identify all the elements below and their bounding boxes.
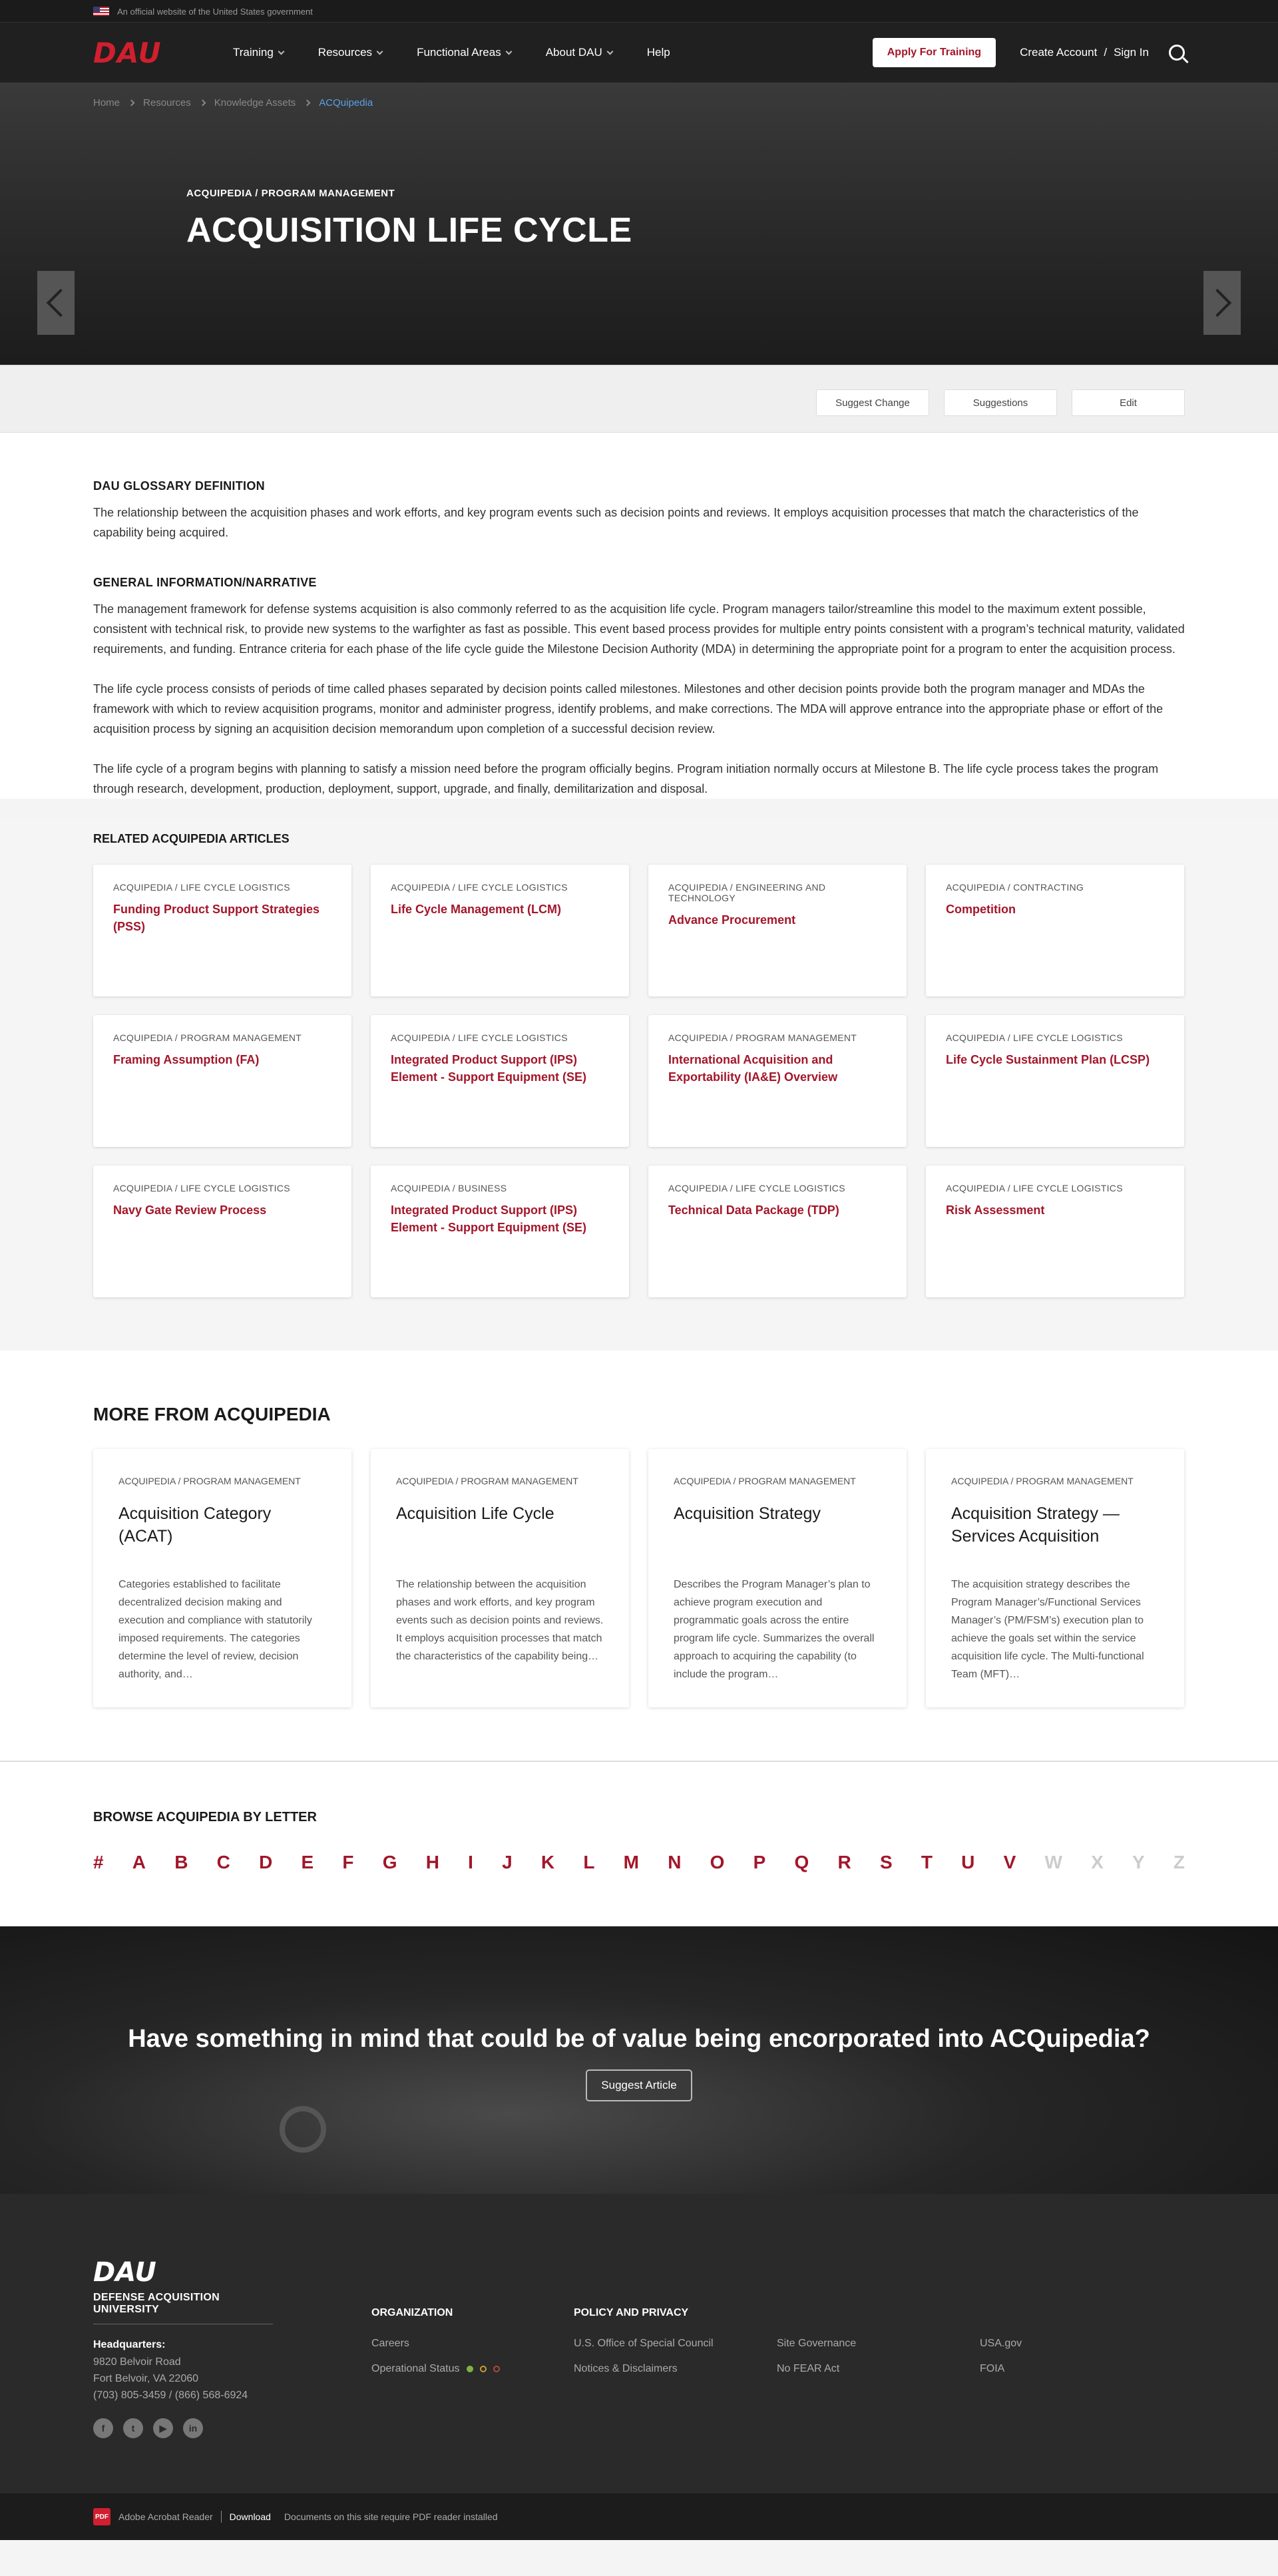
footer-org-heading: ORGANIZATION [371,2307,453,2318]
acrobat-reader-label: Adobe Acrobat Reader [118,2511,213,2522]
letter-link-k[interactable]: K [540,1852,555,1872]
sign-in-link[interactable]: Sign In [1114,46,1149,59]
letter-link-y: Y [1132,1852,1145,1872]
nav-help[interactable]: Help [646,46,670,59]
hero-eyebrow: ACQUIPEDIA / PROGRAM MANAGEMENT [186,188,395,199]
card-category: ACQUIPEDIA / ENGINEERING AND TECHNOLOGY [668,882,826,903]
footer-address-line: Fort Belvoir, VA 22060 [93,2373,199,2384]
card-category: ACQUIPEDIA / PROGRAM MANAGEMENT [118,1476,301,1486]
breadcrumb-resources[interactable]: Resources [143,97,191,108]
card-category: ACQUIPEDIA / CONTRACTING [946,882,1084,893]
card-title[interactable]: Advance Procurement [668,913,796,927]
footer-link-usa-gov[interactable]: USA.gov [980,2338,1022,2349]
glossary-heading: DAU GLOSSARY DEFINITION [93,479,265,493]
general-paragraph: The life cycle of a program begins with planning to satisfy a mission need before the program officially begins. Program initiation normally occurs at Milestone B. The life cycle process takes the program through research, development, production, deployment, support, upgrade, and finally, demilitarization and disposal. [93,762,1159,795]
footer-contact [93,2257,371,2438]
card-title[interactable]: Life Cycle Sustainment Plan (LCSP) [946,1053,1150,1066]
pdf-reader-bar [0,2493,1278,2540]
letter-link-g[interactable]: G [382,1852,397,1872]
related-card[interactable] [648,1166,907,1297]
pdf-icon: PDF [93,2508,110,2525]
letter-link-o[interactable]: O [710,1852,725,1872]
letter-link-t[interactable]: T [921,1852,933,1872]
site-footer [0,2194,1278,2493]
gov-banner-text: An official website of the United States government [117,6,313,17]
related-card[interactable] [648,865,907,996]
footer-phone: (703) 805-3459 / (866) 568-6924 [93,2390,248,2401]
letter-link-d[interactable]: D [259,1852,273,1872]
divider [221,2511,222,2523]
card-title[interactable]: Framing Assumption (FA) [113,1053,260,1066]
letter-list [93,1852,1185,1873]
youtube-icon[interactable]: ▶ [153,2418,173,2438]
glossary-text: The relationship between the acquisition phases and work efforts, and key program events such as decision points and reviews. It employs acquisition processes that match the characteristics of the capability being acquired. [93,506,1139,539]
general-heading: GENERAL INFORMATION/NARRATIVE [93,576,317,589]
card-description: Describes the Program Manager’s plan to achieve program execution and programmatic goals across the entire program life cycle. Summarizes the overall approach to acquiring the capability (to include the program… [674,1579,875,1680]
nav-training[interactable]: Training [233,46,284,59]
facebook-icon[interactable]: f [93,2418,113,2438]
gov-banner [0,0,1278,23]
glossary-section [93,479,1185,542]
more-card[interactable] [371,1449,629,1707]
card-category: ACQUIPEDIA / LIFE CYCLE LOGISTICS [668,1183,845,1193]
letter-link-q[interactable]: Q [794,1852,809,1872]
card-category: ACQUIPEDIA / LIFE CYCLE LOGISTICS [946,1032,1123,1043]
arrow-left-icon [47,289,75,317]
related-card[interactable] [371,1015,629,1147]
footer-link-foia[interactable]: FOIA [980,2363,1005,2374]
card-description: The acquisition strategy describes the Program Manager’s/Functional Services Manager’s (PM/FSM’s) execution plan to achieve the goals set within the service acquisition life cycle. The Multi-functional Team (MFT)… [951,1579,1144,1680]
footer-link-site-governance[interactable]: Site Governance [777,2338,857,2349]
footer-logo[interactable]: DAU [93,2257,156,2288]
footer-university-name: DEFENSE ACQUISITION UNIVERSITY [93,2292,273,2324]
card-category: ACQUIPEDIA / BUSINESS [391,1183,507,1193]
main-nav [233,46,873,59]
footer-link-no-fear-act[interactable]: No FEAR Act [777,2363,840,2374]
general-paragraph: The management framework for defense systems acquisition is also commonly referred to as the acquisition life cycle. Program managers tailor/streamline this model to the maximum extent possible, consistent with technical risk, to provide new systems to the warfighter as fast as possible. This event based process provides for multiple entry points consistent with a program’s technical maturity, validated requirements, and funding. Entrance criteria for each phase of the life cycle guide the Milestone Decision Authority (MDA) in determining the appropriate point for a program to enter the acquisition process. [93,602,1185,656]
letter-link-s[interactable]: S [879,1852,893,1872]
card-title[interactable]: Acquisition Strategy [674,1504,821,1523]
card-title[interactable]: International Acquisition and Exportability (IA&E) Overview [668,1053,838,1084]
more-heading: MORE FROM ACQUIPEDIA [93,1404,331,1424]
edit-button[interactable]: Edit [1072,389,1185,416]
letter-link-p[interactable]: P [753,1852,766,1872]
more-card[interactable] [926,1449,1184,1707]
letter-link-h[interactable]: H [425,1852,439,1872]
letter-link-z: Z [1173,1852,1185,1872]
letter-link-v[interactable]: V [1003,1852,1016,1872]
card-title[interactable]: Funding Product Support Strategies (PSS) [113,903,320,933]
cta-title: Have something in mind that could be of value being encorporated into ACQuipedia? [128,2025,1150,2053]
suggest-change-button[interactable]: Suggest Change [816,389,929,416]
status-green-icon [467,2366,473,2372]
nav-resources[interactable]: Resources [318,46,382,59]
related-card[interactable] [926,1166,1184,1297]
letter-link-hash[interactable]: # [93,1852,104,1872]
page-title: ACQUISITION LIFE CYCLE [186,211,632,250]
more-from-section [0,1351,1278,1762]
footer-policy-heading: POLICY AND PRIVACY [574,2307,689,2318]
background-decor [280,2106,326,2153]
card-category: ACQUIPEDIA / LIFE CYCLE LOGISTICS [391,882,568,893]
card-category: ACQUIPEDIA / LIFE CYCLE LOGISTICS [946,1183,1123,1193]
related-card[interactable] [93,1015,351,1147]
download-link[interactable]: Download [229,2511,271,2522]
action-bar [0,365,1278,433]
chevron-right-icon [128,100,135,107]
card-title[interactable]: Integrated Product Support (IPS) Element - Support Equipment (SE) [391,1203,587,1234]
letter-link-r[interactable]: R [837,1852,851,1872]
related-articles-section [0,819,1278,1351]
footer-hq-label: Headquarters: [93,2339,166,2350]
letter-link-x: X [1091,1852,1104,1872]
footer-link-operational-status[interactable]: Operational Status [371,2363,574,2375]
chevron-down-icon [606,48,613,55]
browse-heading: BROWSE ACQUIPEDIA BY LETTER [93,1810,317,1825]
card-description: The relationship between the acquisition phases and work efforts, and key program events such as decision points and reviews. It employs acquisition processes that match the characteristics of the capability being… [396,1579,604,1662]
card-title[interactable]: Acquisition Strategy — Services Acquisition [951,1504,1120,1546]
breadcrumb [93,83,1185,108]
letter-link-u[interactable]: U [961,1852,975,1872]
general-section [93,576,1185,799]
hero-next-button[interactable] [1203,271,1241,335]
arrow-right-icon [1203,289,1231,317]
card-title[interactable]: Integrated Product Support (IPS) Element - Support Equipment (SE) [391,1053,587,1084]
account-separator: / [1104,46,1108,59]
chevron-down-icon [278,48,284,55]
letter-link-c[interactable]: C [216,1852,230,1872]
linkedin-icon[interactable]: in [183,2418,203,2438]
card-category: ACQUIPEDIA / LIFE CYCLE LOGISTICS [113,882,290,893]
suggestions-button[interactable]: Suggestions [944,389,1057,416]
status-red-icon [493,2366,500,2372]
browse-by-letter-section [0,1762,1278,1926]
card-title[interactable]: Navy Gate Review Process [113,1203,267,1217]
twitter-icon[interactable]: t [123,2418,143,2438]
nav-functional-areas[interactable]: Functional Areas [417,46,511,59]
related-card[interactable] [926,865,1184,996]
us-flag-icon [93,7,109,16]
related-card-grid [93,865,1185,1297]
card-title[interactable]: Technical Data Package (TDP) [668,1203,839,1217]
letter-link-n[interactable]: N [668,1852,682,1872]
footer-address-line: 9820 Belvoir Road [93,2356,181,2368]
footer-organization [371,2257,574,2438]
card-category: ACQUIPEDIA / PROGRAM MANAGEMENT [668,1032,857,1043]
footer-link-osc[interactable]: U.S. Office of Special Council [574,2338,714,2349]
related-card[interactable] [93,865,351,996]
card-category: ACQUIPEDIA / PROGRAM MANAGEMENT [396,1476,578,1486]
card-category: ACQUIPEDIA / PROGRAM MANAGEMENT [674,1476,856,1486]
card-title[interactable]: Life Cycle Management (LCM) [391,903,562,916]
footer-policy [574,2257,1185,2438]
related-card[interactable] [93,1166,351,1297]
letter-link-i[interactable]: I [468,1852,473,1872]
letter-link-f[interactable]: F [342,1852,354,1872]
hero-prev-button[interactable] [37,271,75,335]
related-card[interactable] [371,1166,629,1297]
related-card[interactable] [926,1015,1184,1147]
card-title[interactable]: Acquisition Life Cycle [396,1504,554,1523]
letter-link-m[interactable]: M [623,1852,639,1872]
chevron-right-icon [199,100,206,107]
card-title[interactable]: Acquisition Category (ACAT) [118,1504,272,1546]
related-heading: RELATED ACQUIPEDIA ARTICLES [93,832,290,845]
social-links [93,2418,371,2438]
related-card[interactable] [371,865,629,996]
chevron-down-icon [505,48,512,55]
card-description: Categories established to facilitate decentralized decision making and execution and compliance with statutorily imposed requirements. The categories determine the level of review, decision authority, and… [118,1579,312,1680]
letter-link-w: W [1044,1852,1062,1872]
general-paragraph: The life cycle process consists of periods of time called phases separated by decision points called milestones. Milestones and other decision points provide both the program manager and MDAs the framework with which to review acquisition programs, monitor and administer progress, identify problems, and make corrections. The MDA will approve entrance into the appropriate phase or effort of the acquisition process by signing an acquisition decision memorandum upon completion of a successful decision review. [93,682,1164,736]
footer-link-notices[interactable]: Notices & Disclaimers [574,2363,678,2374]
pdf-note: Documents on this site require PDF reader installed [284,2511,498,2522]
search-icon[interactable] [1169,45,1185,61]
chevron-right-icon [304,100,311,107]
card-category: ACQUIPEDIA / LIFE CYCLE LOGISTICS [391,1032,568,1043]
letter-link-j[interactable]: J [502,1852,513,1872]
nav-about-dau[interactable]: About DAU [546,46,612,59]
more-card-grid [93,1449,1185,1707]
site-header [0,23,1278,83]
breadcrumb-home[interactable]: Home [93,97,120,108]
breadcrumb-acquipedia[interactable]: ACQuipedia [319,97,373,108]
more-card[interactable] [648,1449,907,1707]
chevron-down-icon [377,48,383,55]
letter-link-l[interactable]: L [583,1852,595,1872]
card-category: ACQUIPEDIA / PROGRAM MANAGEMENT [113,1032,302,1043]
card-category: ACQUIPEDIA / LIFE CYCLE LOGISTICS [113,1183,290,1193]
suggest-article-button[interactable]: Suggest Article [586,2069,692,2101]
breadcrumb-knowledge-assets[interactable]: Knowledge Assets [214,97,296,108]
card-title[interactable]: Risk Assessment [946,1203,1045,1217]
hero-banner [0,83,1278,365]
footer-link-careers[interactable]: Careers [371,2338,409,2349]
card-category: ACQUIPEDIA / PROGRAM MANAGEMENT [951,1476,1134,1486]
apply-for-training-button[interactable]: Apply For Training [873,38,996,67]
letter-link-e[interactable]: E [301,1852,314,1872]
card-title[interactable]: Competition [946,903,1016,916]
dau-logo[interactable]: DAU [93,36,162,69]
status-amber-icon [480,2366,487,2372]
letter-link-b[interactable]: B [174,1852,188,1872]
create-account-link[interactable]: Create Account [1020,46,1098,59]
account-links [1020,46,1149,59]
article-body [0,433,1278,799]
suggest-article-cta [0,1926,1278,2194]
related-card[interactable] [648,1015,907,1147]
letter-link-a[interactable]: A [132,1852,146,1872]
more-card[interactable] [93,1449,351,1707]
